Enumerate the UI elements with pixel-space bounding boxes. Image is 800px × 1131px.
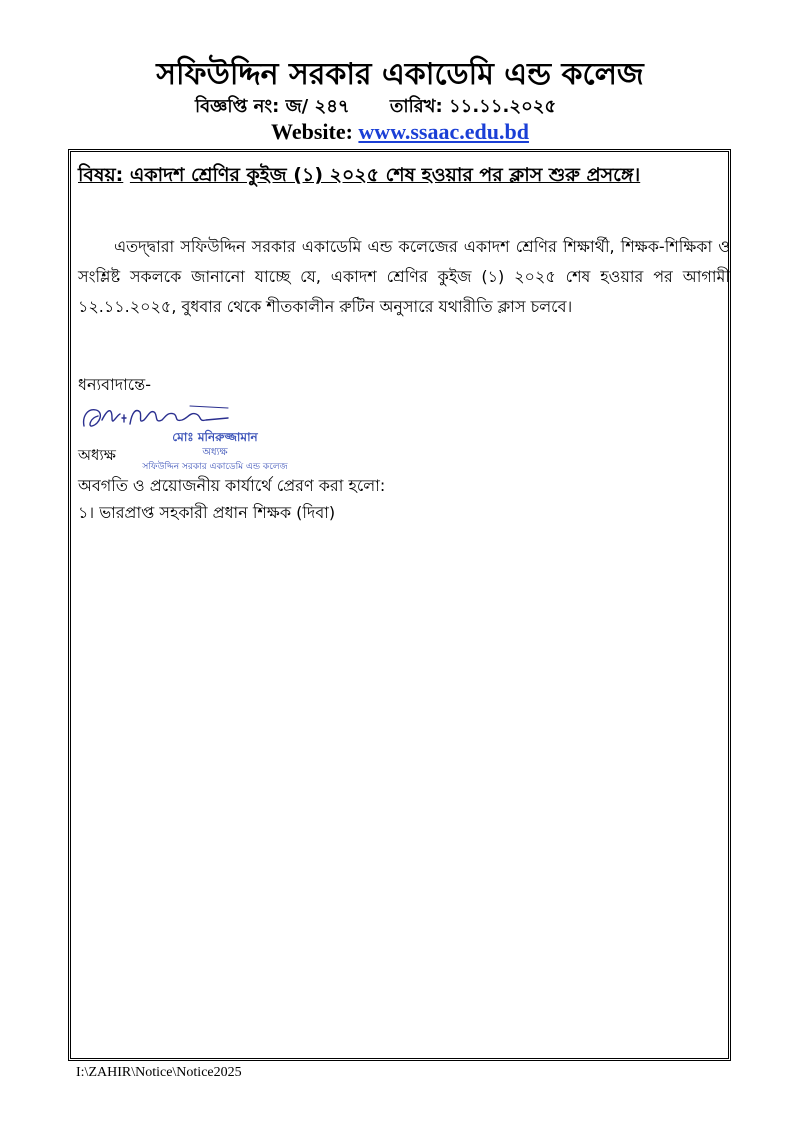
cc-heading: অবগতি ও প্রয়োজনীয় কার্যার্থে প্রেরণ করা হলো: xyxy=(78,476,386,495)
seal-institution: সফিউদ্দিন সরকার একাডেমি এন্ড কলেজ xyxy=(142,462,288,472)
closing-text: ধন্যবাদান্তে- xyxy=(78,375,151,394)
notice-body: এতদ্দ্বারা সফিউদ্দিন সরকার একাডেমি এন্ড কলেজের একাদশ শ্রেণির শিক্ষার্থী, শিক্ষক-শিক্ষিকা ও সংশ্লিষ্ট সকলকে জানানো যাচ্ছে যে, একাদশ শ্রেণির কুইজ (১) ২০২৫ শেষ হওয়ার পর আগামী ১২.১১.২০২৫, বুধবার থেকে শীতকালীন রুটিন অনুসারে যথারীতি ক্লাস চলবে। xyxy=(78,237,730,316)
seal-name: মোঃ মনিরুজ্জামান xyxy=(172,430,258,444)
cc-recipient-item: ১। ভারপ্রাপ্ত সহকারী প্রধান শিক্ষক (দিবা) xyxy=(78,503,336,522)
memo-number: জ/ ২৪৭ xyxy=(285,96,350,117)
notice-subject xyxy=(78,160,734,191)
institution-title: সফিউদ্দিন সরকার একাডেমি এন্ড কলেজ xyxy=(156,57,644,92)
official-seal xyxy=(140,430,290,475)
subject-text: একাদশ শ্রেণির কুইজ (১) ২০২৫ শেষ হওয়ার পর ক্লাস শুরু প্রসঙ্গে। xyxy=(129,164,641,186)
file-path-footer: I:\ZAHIR\Notice\Notice2025 xyxy=(76,1065,242,1080)
date-value: ১১.১১.২০২৫ xyxy=(448,96,557,117)
website-label: Website: xyxy=(271,119,353,144)
website-line xyxy=(0,119,800,145)
website-link[interactable]: www.ssaac.edu.bd xyxy=(358,119,529,144)
subject-label: বিষয়: xyxy=(78,164,124,186)
seal-designation: অধ্যক্ষ xyxy=(202,447,228,458)
memo-label: বিজ্ঞপ্তি নং: xyxy=(195,96,280,117)
date-label: তারিখ: xyxy=(389,96,443,117)
signatory-title: অধ্যক্ষ xyxy=(78,446,116,464)
